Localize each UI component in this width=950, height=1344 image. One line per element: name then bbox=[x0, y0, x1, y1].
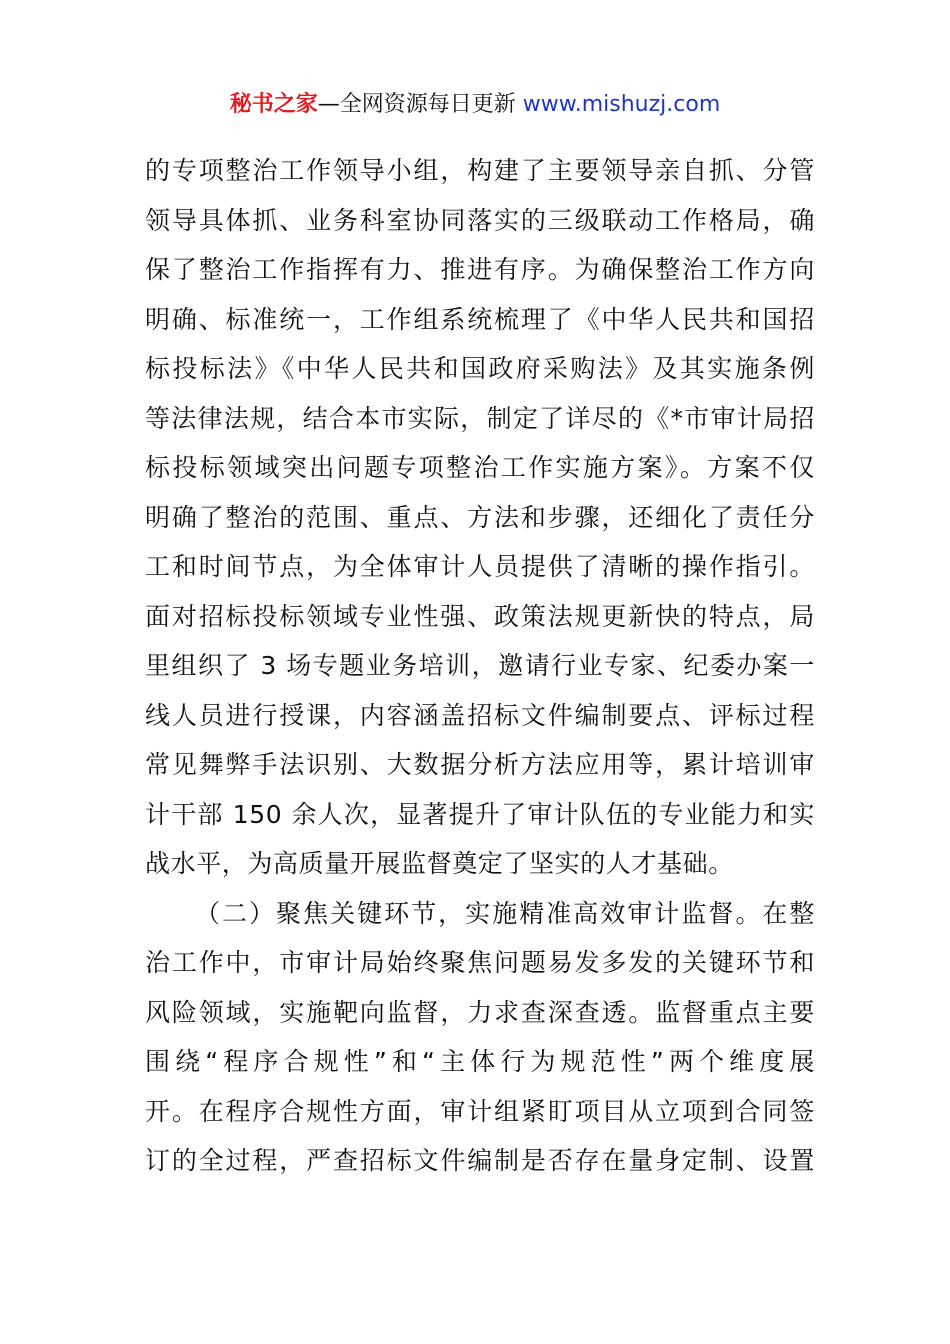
body-line: 计干部 150 余人次，显著提升了审计队伍的专业能力和实 bbox=[145, 799, 815, 829]
site-url-link[interactable]: www.mishuzj.com bbox=[522, 92, 721, 117]
body-line: 明确、标准统一，工作组系统梳理了《中华人民共和国招 bbox=[145, 304, 815, 334]
body-line: 的专项整治工作领导小组，构建了主要领导亲自抓、分管 bbox=[145, 156, 815, 185]
body-line: 里组织了 3 场专题业务培训，邀请行业专家、纪委办案一 bbox=[145, 651, 815, 680]
body-line: 面对招标投标领域专业性强、政策法规更新快的特点，局 bbox=[145, 601, 815, 631]
body-line: 明确了整治的范围、重点、方法和步骤，还细化了责任分 bbox=[145, 502, 815, 532]
body-line: 线人员进行授课，内容涵盖招标文件编制要点、评标过程 bbox=[145, 700, 815, 730]
body-line: 开。在程序合规性方面，审计组紧盯项目从立项到合同签 bbox=[145, 1096, 815, 1126]
header-tagline: —全网资源每日更新 bbox=[317, 92, 523, 117]
body-line: 常见舞弊手法识别、大数据分析方法应用等，累计培训审 bbox=[145, 750, 815, 779]
body-line: 领导具体抓、业务科室协同落实的三级联动工作格局，确 bbox=[145, 205, 815, 235]
body-line: 风险领域，实施靶向监督，力求查深查透。监督重点主要 bbox=[145, 997, 815, 1027]
section-heading-line: （二）聚焦关键环节，实施精准高效审计监督。在整 bbox=[195, 898, 815, 928]
body-line: 等法律法规，结合本市实际，制定了详尽的《*市审计局招 bbox=[145, 403, 815, 433]
body-line: 保了整治工作指挥有力、推进有序。为确保整治工作方向 bbox=[145, 255, 815, 284]
body-line: 围绕“程序合规性”和“主体行为规范性”两个维度展 bbox=[145, 1047, 815, 1076]
body-line: 战水平，为高质量开展监督奠定了坚实的人才基础。 bbox=[145, 849, 734, 878]
brand-name: 秘书之家 bbox=[229, 92, 318, 117]
body-line: 标投标领域突出问题专项整治工作实施方案》。方案不仅 bbox=[145, 453, 815, 482]
body-line: 工和时间节点，为全体审计人员提供了清晰的操作指引。 bbox=[145, 552, 815, 581]
body-line: 标投标法》《中华人民共和国政府采购法》及其实施条例 bbox=[145, 354, 815, 383]
body-line: 治工作中，市审计局始终聚焦问题易发多发的关键环节和 bbox=[145, 948, 815, 977]
site-header bbox=[0, 88, 950, 122]
document-body bbox=[145, 146, 815, 1186]
body-line: 订的全过程，严查招标文件编制是否存在量身定制、设置 bbox=[145, 1146, 815, 1175]
